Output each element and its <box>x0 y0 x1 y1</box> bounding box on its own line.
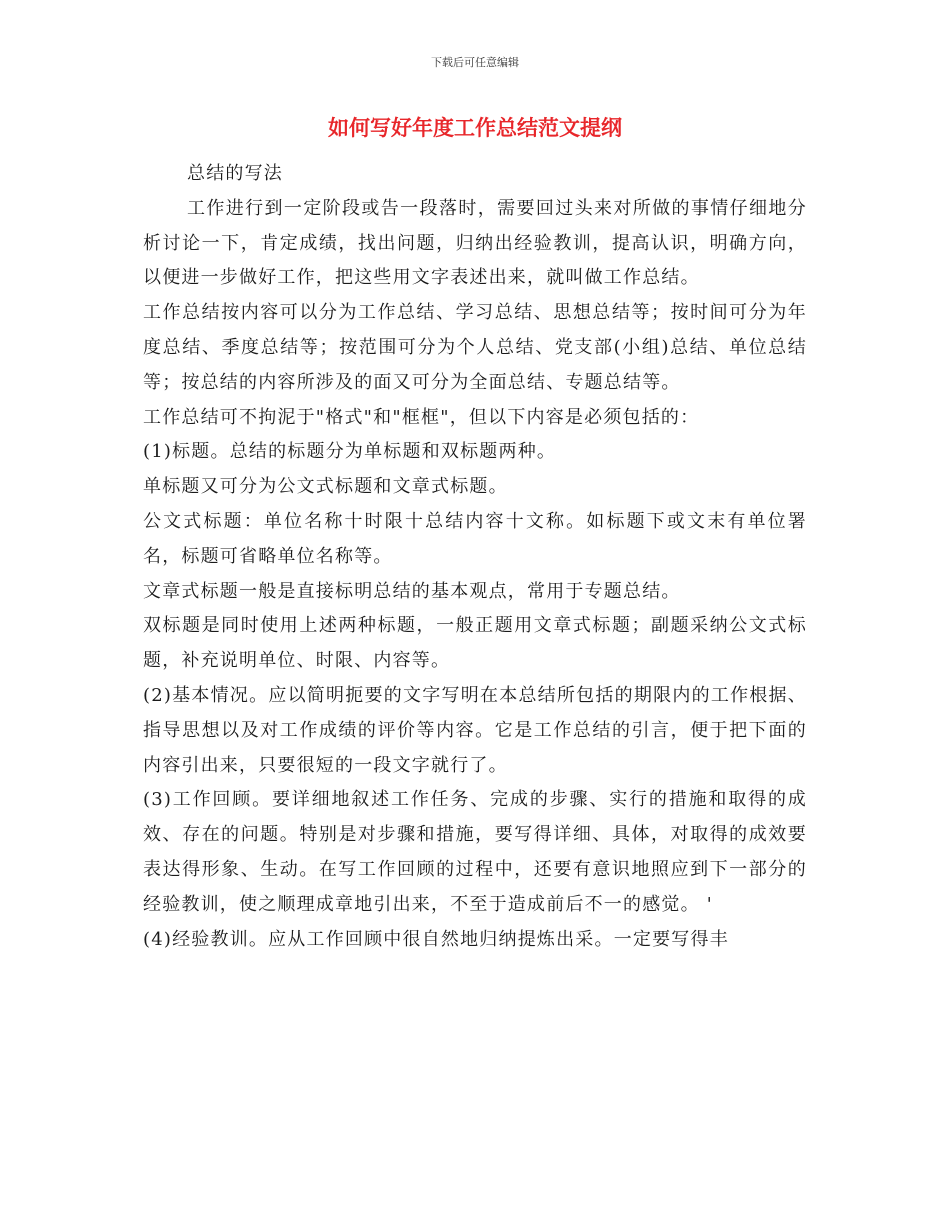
header-note: 下载后可任意编辑 <box>431 56 519 69</box>
paragraph-basic-situation: (2)基本情况。应以简明扼要的文字写明在本总结所包括的期限内的工作根据、指导思想以及对工作成绩的评价等内容。它是工作总结的引言，便于把下面的内容引出来，只要很短的一段文字就行了。 <box>143 684 807 776</box>
paragraph-title-item: (1)标题。总结的标题分为单标题和双标题两种。 <box>143 441 557 463</box>
paragraph-article-title: 文章式标题一般是直接标明总结的基本观点，常用于专题总结。 <box>143 580 681 602</box>
paragraph-double-title: 双标题是同时使用上述两种标题，一般正题用文章式标题；副题采纳公文式标题，补充说明单位、时限、内容等。 <box>143 615 807 672</box>
paragraph-single-title: 单标题又可分为公文式标题和文章式标题。 <box>143 476 508 498</box>
document-body <box>143 157 807 957</box>
paragraph-official-title: 公文式标题：单位名称十时限十总结内容十文称。如标题下或文末有单位署名，标题可省略单位名称等。 <box>143 510 807 567</box>
section-heading: 总结的写法 <box>187 163 283 184</box>
paragraph-classification: 工作总结按内容可以分为工作总结、学习总结、思想总结等；按时间可分为年度总结、季度总结等；按范围可分为个人总结、党支部(小组)总结、单位总结等；按总结的内容所涉及的面又可分为全面总结、专题总结等。 <box>143 302 807 393</box>
document-title: 如何写好年度工作总结范文提纲 <box>328 116 622 140</box>
paragraph-lessons: (4)经验教训。应从工作回顾中很自然地归纳提炼出采。一定要写得丰 <box>143 928 729 950</box>
paragraph-work-review: (3)工作回顾。要详细地叙述工作任务、完成的步骤、实行的措施和取得的成效、存在的问题。特别是对步骤和措施，要写得详细、具体，对取得的成效要表达得形象、生动。在写工作回顾的过程中，还要有意识地照应到下一部分的经验教训，使之顺理成章地引出来，不至于造成前后不一的感觉。 ' <box>143 789 807 915</box>
paragraph-required-content: 工作总结可不拘泥于"格式"和"框框"，但以下内容是必须包括的： <box>143 406 700 428</box>
paragraph-definition: 工作进行到一定阶段或告一段落时，需要回过头来对所做的事情仔细地分析讨论一下，肯定成绩，找出问题，归纳出经验教训，提高认识，明确方向，以便进一步做好工作，把这些用文字表述出来，就叫做工作总结。 <box>143 197 807 289</box>
